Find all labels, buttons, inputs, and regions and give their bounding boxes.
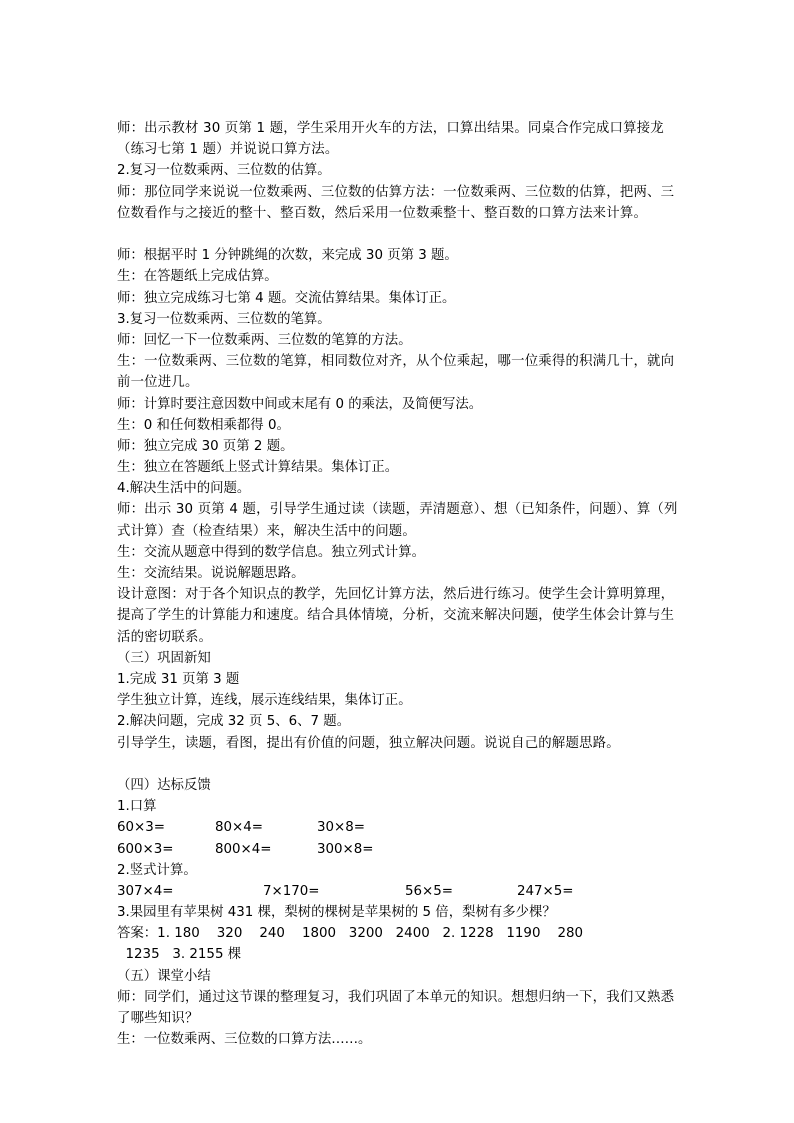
vertical-problem: 56×5= [405,883,453,899]
oral-problem: 800×4= [215,841,272,857]
estimation-method-paragraph: 师：那位同学来说说一位数乘两、三位数的估算方法：一位数乘两、三位数的估算，把两、三位数看作与之接近的整十、整百数，然后采用一位数乘整十、整百数的口算方法来计算。 [117,184,675,221]
word-problem-orchard: 3.果园里有苹果树 431 棵，梨树的棵树是苹果树的 5 倍，梨树有多少棵？ [117,905,556,921]
oral-calc-row-1 [117,817,680,838]
student-summary: 生：一位数乘两、三位数的口算方法……。 [117,1032,372,1048]
section-summary-heading: （五）课堂小结 [117,968,211,984]
oral-calc-row-2 [117,839,680,860]
teacher-problem-guidance: 师：出示 30 页第 4 题，引导学生通过读（读题，弄清题意）、想（已知条件，问题）、算（列式计算）查（检查结果）来，解决生活中的问题。 [117,502,678,539]
oral-calc-heading: 1.口算 [117,799,157,815]
teacher-page30-task: 师：独立完成 30 页第 2 题。 [117,438,294,454]
vertical-problem: 7×170= [263,883,320,899]
teacher-exercise-instruction: 师：独立完成练习七第 4 题。交流估算结果。集体订正。 [117,290,456,306]
student-info-exchange: 生：交流从题意中得到的数学信息。独立列式计算。 [117,544,425,560]
section-life-problems-heading: 4.解决生活中的问题。 [117,481,251,497]
teacher-recall-method: 师：回忆一下一位数乘两、三位数的笔算的方法。 [117,332,412,348]
teacher-oral-instruction: 师：出示教材 30 页第 1 题，学生采用开火车的方法，口算出结果。同桌合作完成口算接龙（练习七第 1 题）并说说口算方法。 [117,121,664,158]
oral-problem: 30×8= [317,820,365,836]
oral-problem: 300×8= [317,841,374,857]
section-feedback-heading: （四）达标反馈 [117,777,211,793]
section-consolidate-heading: （三）巩固新知 [117,650,211,666]
section-estimation-heading: 2.复习一位数乘两、三位数的估算。 [117,163,331,179]
design-intent-paragraph: 设计意图：对于各个知识点的教学，先回忆计算方法，然后进行练习。使学生会计算明算理，提高了学生的计算能力和速度。结合具体情境，分析，交流来解决问题，使学生体会计算与生活的密切联系。 [117,587,675,645]
vertical-problem: 247×5= [517,883,574,899]
document-page [117,118,680,1050]
oral-problem: 80×4= [215,820,263,836]
student-zero-rule: 生：0 和任何数相乘都得 0。 [117,417,290,433]
task-page31: 1.完成 31 页第 3 题 [117,671,240,687]
student-written-method: 生：一位数乘两、三位数的笔算，相同数位对齐，从个位乘起，哪一位乘得的积满几十，就向前一位进几。 [117,354,675,391]
task-page32: 2.解决问题，完成 32 页 5、6、7 题。 [117,714,351,730]
vertical-calc-heading: 2.竖式计算。 [117,862,197,878]
vertical-problem: 307×4= [117,883,174,899]
answer-key-line-2: 1235 3. 2155 棵 [117,947,242,963]
student-matching-task: 学生独立计算，连线，展示连线结果，集体订正。 [117,693,412,709]
teacher-summary: 师：同学们，通过这节课的整理复习，我们巩固了本单元的知识。想想归纳一下，我们又熟悉了哪些知识？ [117,989,675,1027]
oral-problem: 600×3= [117,841,174,857]
answer-key-line-1: 答案：1. 180 320 240 1800 3200 2400 2. 1228 1190 280 [117,926,584,942]
student-result-exchange: 生：交流结果。说说解题思路。 [117,566,305,582]
vertical-calc-row [117,881,680,902]
student-vertical-calc: 生：独立在答题纸上竖式计算结果。集体订正。 [117,460,399,476]
oral-problem: 60×3= [117,820,165,836]
guide-students-paragraph: 引导学生，读题，看图，提出有价值的问题，独立解决问题。说说自己的解题思路。 [117,735,620,751]
teacher-jump-rope-task: 师：根据平时 1 分钟跳绳的次数，来完成 30 页第 3 题。 [117,248,458,264]
teacher-zero-note: 师：计算时要注意因数中间或末尾有 0 的乘法，及简便写法。 [117,396,483,412]
section-written-calc-heading: 3.复习一位数乘两、三位数的笔算。 [117,311,331,327]
student-estimate-response: 生：在答题纸上完成估算。 [117,269,278,285]
